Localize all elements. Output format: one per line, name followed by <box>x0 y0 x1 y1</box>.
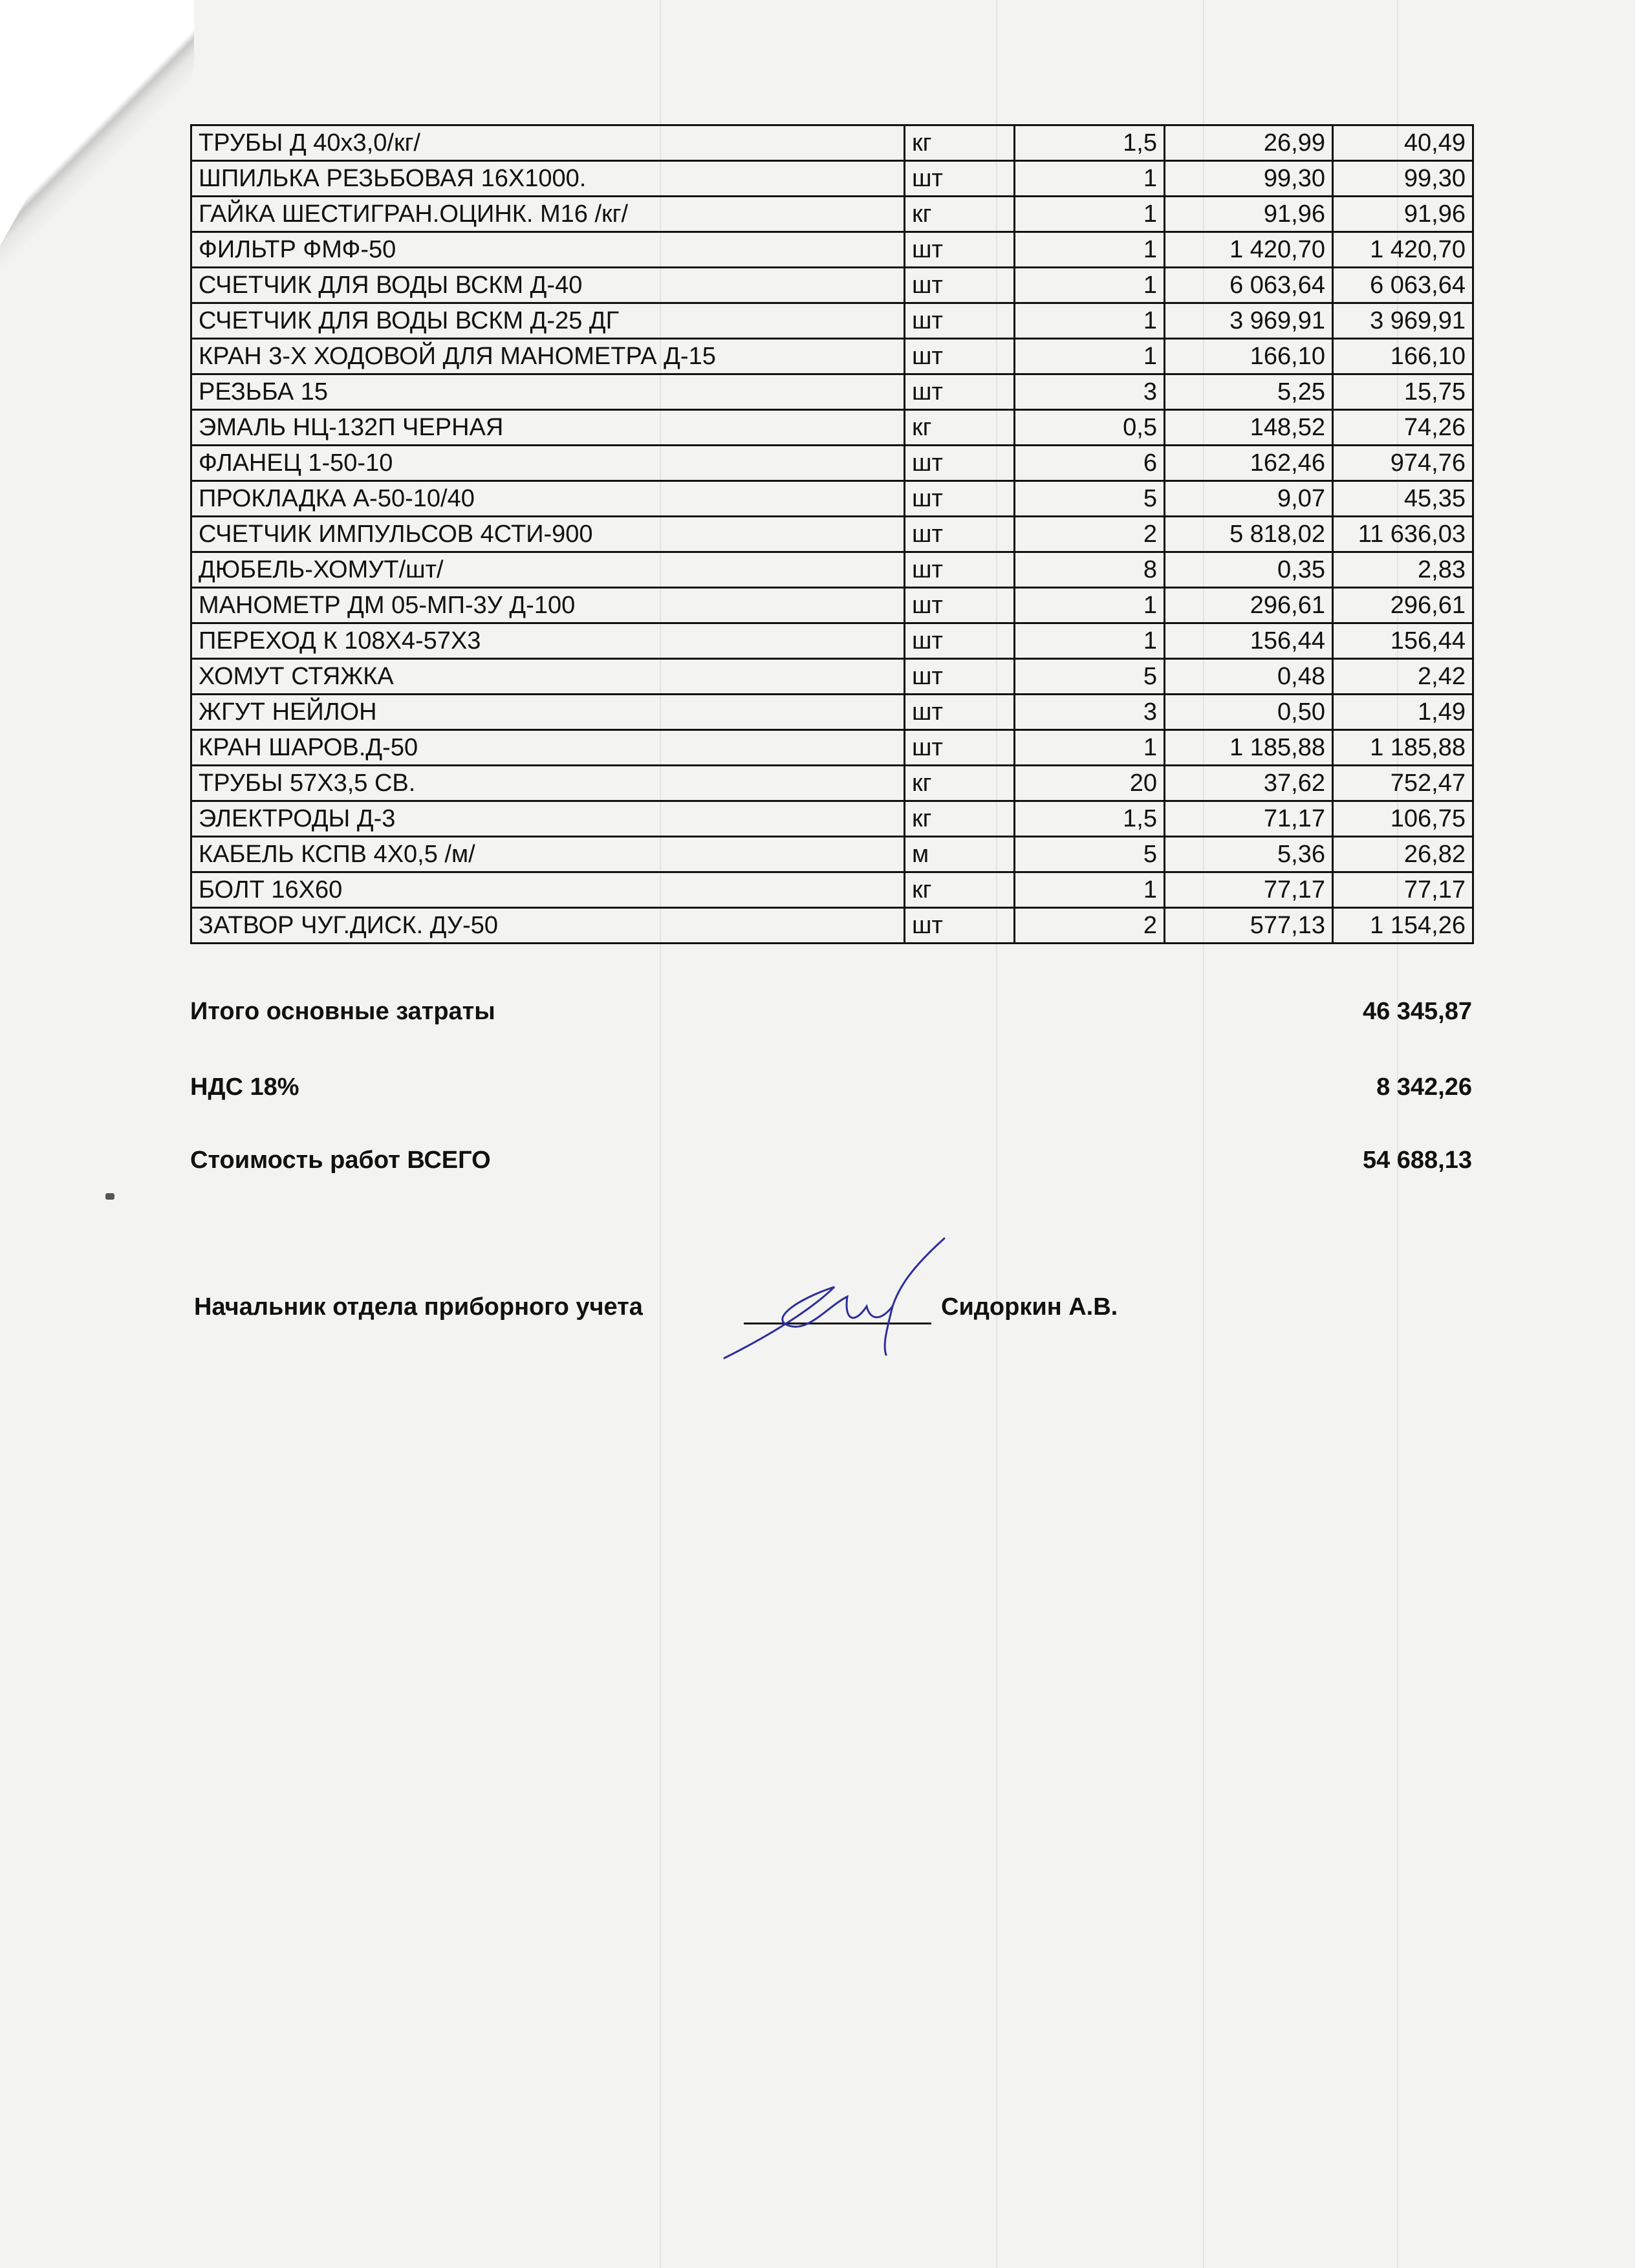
item-qty-cell: 1,5 <box>1015 125 1165 161</box>
item-name-cell: ХОМУТ СТЯЖКА <box>191 659 905 695</box>
item-qty-cell: 5 <box>1015 481 1165 517</box>
item-unit-cell: шт <box>905 481 1015 517</box>
item-price-cell: 26,99 <box>1165 125 1333 161</box>
item-total-cell: 166,10 <box>1333 339 1473 374</box>
item-unit-cell: шт <box>905 730 1015 766</box>
item-price-cell: 296,61 <box>1165 588 1333 623</box>
handwritten-signature <box>698 1229 970 1377</box>
item-total-cell: 26,82 <box>1333 837 1473 872</box>
item-total-cell: 3 969,91 <box>1333 303 1473 339</box>
item-total-cell: 11 636,03 <box>1333 517 1473 552</box>
item-qty-cell: 8 <box>1015 552 1165 588</box>
item-qty-cell: 2 <box>1015 908 1165 944</box>
item-unit-cell: кг <box>905 766 1015 801</box>
item-total-cell: 1,49 <box>1333 695 1473 730</box>
table-row <box>191 303 1473 339</box>
table-row <box>191 125 1473 161</box>
item-unit-cell: м <box>905 837 1015 872</box>
item-qty-cell: 1 <box>1015 197 1165 232</box>
item-price-cell: 91,96 <box>1165 197 1333 232</box>
item-name-cell: ПЕРЕХОД К 108Х4-57Х3 <box>191 623 905 659</box>
table-row <box>191 481 1473 517</box>
item-unit-cell: шт <box>905 303 1015 339</box>
item-qty-cell: 3 <box>1015 374 1165 410</box>
item-total-cell: 1 154,26 <box>1333 908 1473 944</box>
item-unit-cell: шт <box>905 161 1015 197</box>
item-price-cell: 166,10 <box>1165 339 1333 374</box>
base-total-label: Итого основные затраты <box>190 998 495 1025</box>
item-name-cell: СЧЕТЧИК ДЛЯ ВОДЫ ВСКМ Д-40 <box>191 268 905 303</box>
item-qty-cell: 5 <box>1015 659 1165 695</box>
signatory-name: Сидоркин А.В. <box>941 1293 1118 1321</box>
item-qty-cell: 6 <box>1015 446 1165 481</box>
item-total-cell: 2,42 <box>1333 659 1473 695</box>
item-qty-cell: 0,5 <box>1015 410 1165 446</box>
item-qty-cell: 5 <box>1015 837 1165 872</box>
item-price-cell: 9,07 <box>1165 481 1333 517</box>
item-name-cell: ФИЛЬТР ФМФ-50 <box>191 232 905 268</box>
item-total-cell: 974,76 <box>1333 446 1473 481</box>
item-total-cell: 99,30 <box>1333 161 1473 197</box>
item-total-cell: 296,61 <box>1333 588 1473 623</box>
item-price-cell: 0,35 <box>1165 552 1333 588</box>
item-total-cell: 106,75 <box>1333 801 1473 837</box>
item-price-cell: 162,46 <box>1165 446 1333 481</box>
table-row <box>191 339 1473 374</box>
table-row <box>191 766 1473 801</box>
table-row <box>191 908 1473 944</box>
item-total-cell: 2,83 <box>1333 552 1473 588</box>
item-price-cell: 1 420,70 <box>1165 232 1333 268</box>
item-qty-cell: 1 <box>1015 339 1165 374</box>
ink-speck <box>105 1193 114 1200</box>
item-name-cell: СЧЕТЧИК ДЛЯ ВОДЫ ВСКМ Д-25 ДГ <box>191 303 905 339</box>
grand-total-value: 54 688,13 <box>1362 1147 1472 1174</box>
item-qty-cell: 1 <box>1015 872 1165 908</box>
item-name-cell: ТРУБЫ 57Х3,5 СВ. <box>191 766 905 801</box>
item-unit-cell: шт <box>905 623 1015 659</box>
item-price-cell: 5,25 <box>1165 374 1333 410</box>
table-row <box>191 446 1473 481</box>
item-unit-cell: шт <box>905 908 1015 944</box>
item-unit-cell: шт <box>905 695 1015 730</box>
item-name-cell: КРАН ШАРОВ.Д-50 <box>191 730 905 766</box>
item-name-cell: ЭМАЛЬ НЦ-132П ЧЕРНАЯ <box>191 410 905 446</box>
item-total-cell: 1 420,70 <box>1333 232 1473 268</box>
table-row <box>191 730 1473 766</box>
folded-corner <box>0 0 139 246</box>
item-unit-cell: шт <box>905 446 1015 481</box>
item-name-cell: КАБЕЛЬ КСПВ 4Х0,5 /м/ <box>191 837 905 872</box>
item-qty-cell: 1 <box>1015 303 1165 339</box>
item-price-cell: 99,30 <box>1165 161 1333 197</box>
table-row <box>191 410 1473 446</box>
item-unit-cell: шт <box>905 517 1015 552</box>
item-price-cell: 0,48 <box>1165 659 1333 695</box>
table-row <box>191 801 1473 837</box>
item-name-cell: ФЛАНЕЦ 1-50-10 <box>191 446 905 481</box>
item-total-cell: 156,44 <box>1333 623 1473 659</box>
item-unit-cell: шт <box>905 659 1015 695</box>
item-total-cell: 15,75 <box>1333 374 1473 410</box>
base-total-value: 46 345,87 <box>1362 998 1472 1025</box>
item-price-cell: 5 818,02 <box>1165 517 1333 552</box>
item-qty-cell: 1 <box>1015 623 1165 659</box>
item-name-cell: СЧЕТЧИК ИМПУЛЬСОВ 4СТИ-900 <box>191 517 905 552</box>
item-unit-cell: кг <box>905 125 1015 161</box>
item-unit-cell: кг <box>905 872 1015 908</box>
item-name-cell: РЕЗЬБА 15 <box>191 374 905 410</box>
item-unit-cell: шт <box>905 588 1015 623</box>
grand-total-label: Стоимость работ ВСЕГО <box>190 1147 491 1174</box>
item-price-cell: 3 969,91 <box>1165 303 1333 339</box>
item-total-cell: 77,17 <box>1333 872 1473 908</box>
item-name-cell: КРАН 3-Х ХОДОВОЙ ДЛЯ МАНОМЕТРА Д-15 <box>191 339 905 374</box>
table-row <box>191 872 1473 908</box>
item-qty-cell: 1 <box>1015 161 1165 197</box>
item-total-cell: 74,26 <box>1333 410 1473 446</box>
item-qty-cell: 20 <box>1015 766 1165 801</box>
item-name-cell: ШПИЛЬКА РЕЗЬБОВАЯ 16Х1000. <box>191 161 905 197</box>
table-row <box>191 517 1473 552</box>
item-price-cell: 0,50 <box>1165 695 1333 730</box>
item-name-cell: ЗАТВОР ЧУГ.ДИСК. ДУ-50 <box>191 908 905 944</box>
item-unit-cell: кг <box>905 801 1015 837</box>
item-price-cell: 71,17 <box>1165 801 1333 837</box>
item-qty-cell: 2 <box>1015 517 1165 552</box>
vat-label: НДС 18% <box>190 1074 299 1101</box>
item-name-cell: ТРУБЫ Д 40х3,0/кг/ <box>191 125 905 161</box>
table-row <box>191 552 1473 588</box>
table-row <box>191 623 1473 659</box>
item-price-cell: 577,13 <box>1165 908 1333 944</box>
item-price-cell: 77,17 <box>1165 872 1333 908</box>
item-qty-cell: 1 <box>1015 268 1165 303</box>
item-unit-cell: шт <box>905 232 1015 268</box>
item-qty-cell: 1 <box>1015 730 1165 766</box>
table-row <box>191 588 1473 623</box>
item-total-cell: 45,35 <box>1333 481 1473 517</box>
table-row <box>191 837 1473 872</box>
table-row <box>191 197 1473 232</box>
table-row <box>191 695 1473 730</box>
item-unit-cell: шт <box>905 339 1015 374</box>
item-unit-cell: шт <box>905 552 1015 588</box>
item-name-cell: МАНОМЕТР ДМ 05-МП-3У Д-100 <box>191 588 905 623</box>
item-qty-cell: 3 <box>1015 695 1165 730</box>
item-unit-cell: шт <box>905 374 1015 410</box>
item-total-cell: 1 185,88 <box>1333 730 1473 766</box>
table-row <box>191 268 1473 303</box>
item-total-cell: 91,96 <box>1333 197 1473 232</box>
item-qty-cell: 1 <box>1015 588 1165 623</box>
item-price-cell: 37,62 <box>1165 766 1333 801</box>
item-unit-cell: шт <box>905 268 1015 303</box>
item-unit-cell: кг <box>905 410 1015 446</box>
item-name-cell: ЖГУТ НЕЙЛОН <box>191 695 905 730</box>
items-table <box>190 124 1474 944</box>
item-name-cell: ГАЙКА ШЕСТИГРАН.ОЦИНК. М16 /кг/ <box>191 197 905 232</box>
vat-value: 8 342,26 <box>1376 1074 1472 1101</box>
table-row <box>191 374 1473 410</box>
item-price-cell: 5,36 <box>1165 837 1333 872</box>
item-unit-cell: кг <box>905 197 1015 232</box>
item-qty-cell: 1,5 <box>1015 801 1165 837</box>
item-qty-cell: 1 <box>1015 232 1165 268</box>
item-name-cell: ПРОКЛАДКА А-50-10/40 <box>191 481 905 517</box>
item-name-cell: ЭЛЕКТРОДЫ Д-3 <box>191 801 905 837</box>
item-price-cell: 148,52 <box>1165 410 1333 446</box>
signatory-title: Начальник отдела приборного учета <box>194 1293 643 1321</box>
item-total-cell: 6 063,64 <box>1333 268 1473 303</box>
item-price-cell: 1 185,88 <box>1165 730 1333 766</box>
table-row <box>191 161 1473 197</box>
item-price-cell: 6 063,64 <box>1165 268 1333 303</box>
item-total-cell: 752,47 <box>1333 766 1473 801</box>
item-total-cell: 40,49 <box>1333 125 1473 161</box>
item-price-cell: 156,44 <box>1165 623 1333 659</box>
items-table-body <box>191 125 1473 944</box>
table-row <box>191 232 1473 268</box>
item-name-cell: ДЮБЕЛЬ-ХОМУТ/шт/ <box>191 552 905 588</box>
item-name-cell: БОЛТ 16Х60 <box>191 872 905 908</box>
table-row <box>191 659 1473 695</box>
